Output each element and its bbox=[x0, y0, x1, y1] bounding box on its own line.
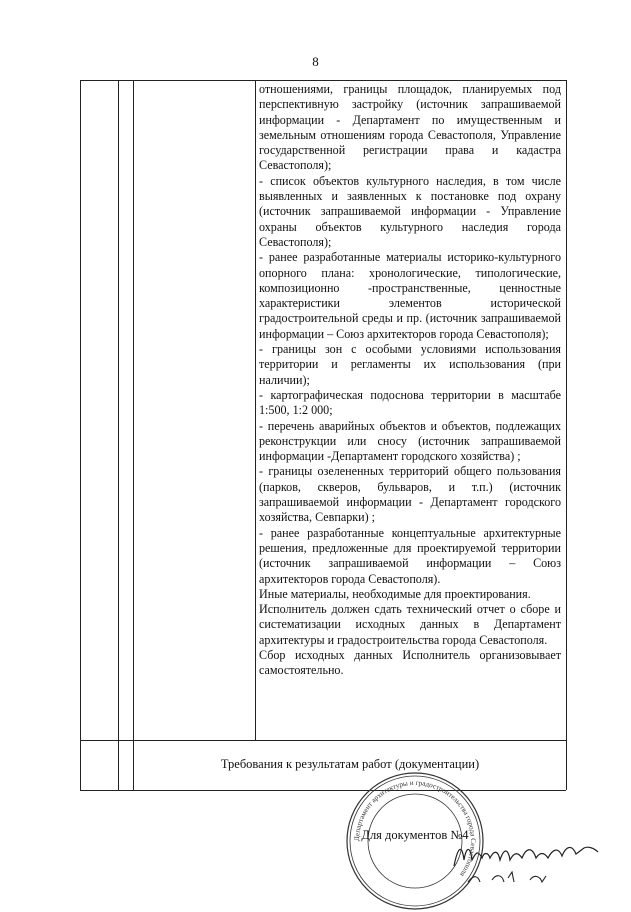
requirements-title: Требования к результатам работ (документации) bbox=[220, 757, 480, 771]
content-paragraph: - список объектов культурного наследия, в том числе выявленных и заявленных к постановке под охрану (источник запрашиваемой информации - Управление охраны объектов культурного наследия города Севастополя); bbox=[259, 173, 561, 249]
table-bottom-border bbox=[80, 790, 566, 791]
table-right-border bbox=[566, 80, 567, 790]
table-column-divider-1 bbox=[118, 80, 119, 790]
content-paragraph: Исполнитель должен сдать технический отчет о сборе и систематизации исходных данных в Департамент архитектуры и градостроительства города Севастополя. bbox=[259, 602, 561, 647]
table-column-divider-3 bbox=[255, 80, 256, 740]
content-paragraph: - картографическая подоснова территории в масштабе 1:500, 1:2 000; bbox=[259, 387, 561, 418]
table-top-border bbox=[80, 80, 566, 81]
table-column-divider-2 bbox=[133, 80, 134, 790]
content-cell bbox=[259, 82, 561, 679]
stamp-center-text: Для документов №4 bbox=[361, 828, 469, 842]
content-paragraph: - границы зон с особыми условиями использования территории и регламенты их использования (при наличии); bbox=[259, 342, 561, 387]
table-row-divider bbox=[80, 740, 566, 741]
content-paragraph: - ранее разработанные материалы историко-культурного опорного плана: хронологические, типологические, композиционно -пространственные, ценностные характеристики элементов исторической градостроительной среды и пр. (источник запрашиваемой информации – Союз архитекторов города Севастополя); bbox=[259, 250, 561, 341]
page-number: 8 bbox=[312, 54, 319, 69]
content-paragraph: отношениями, границы площадок, планируемых под перспективную застройку (источник запрашиваемой информации - Департамент по имущественным и земельным отношениям города Севастополя, Управление государственной регистрации права и кадастра Севастополя); bbox=[259, 82, 561, 173]
stamp-ring-text: Департамент архитектуры и градостроительства города Севастополя bbox=[352, 778, 478, 879]
table-left-border bbox=[80, 80, 81, 790]
content-paragraph: - перечень аварийных объектов и объектов, подлежащих реконструкции или сносу (источник запрашиваемой информации -Департамент городского хозяйства) ; bbox=[259, 418, 561, 464]
content-paragraph: Сбор исходных данных Исполнитель организовывает самостоятельно. bbox=[259, 647, 561, 678]
content-paragraph: - ранее разработанные концептуальные архитектурные решения, предложенные для проектируемой территории (источник запрашиваемой информации – Союз архитекторов города Севастополя). bbox=[259, 525, 561, 586]
content-paragraph: - границы озелененных территорий общего пользования (парков, скверов, бульваров, и т.п.) (источник запрашиваемой информации - Департамент городского хозяйства, Севпарки) ; bbox=[259, 464, 561, 525]
handwritten-signature bbox=[448, 826, 608, 886]
content-paragraph: Иные материалы, необходимые для проектирования. bbox=[259, 586, 531, 601]
